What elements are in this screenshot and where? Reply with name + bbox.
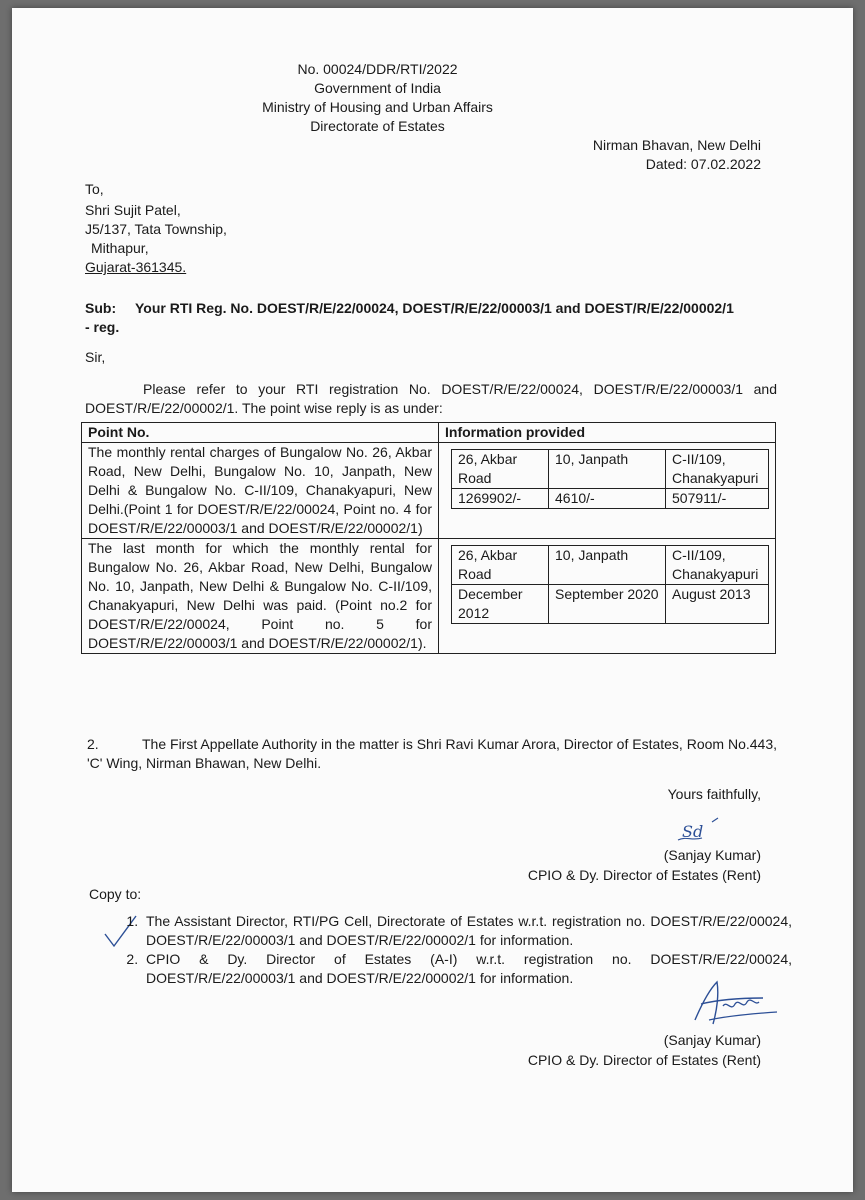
intro-text: Please refer to your RTI registration No. DOEST/R/E/22/00024, DOEST/R/E/22/00003/1 and DOEST/R/E/22/00002/1. The point wise reply is as under: bbox=[85, 381, 777, 416]
closing: Yours faithfully, bbox=[667, 786, 761, 802]
bungalow-header: 10, Janpath bbox=[549, 546, 666, 585]
handwritten-signature bbox=[687, 976, 787, 1032]
para2 bbox=[87, 735, 777, 773]
bungalow-header: C-II/109, Chanakyapuri bbox=[666, 450, 769, 489]
signatory-designation: CPIO & Dy. Director of Estates (Rent) bbox=[527, 867, 761, 883]
point-text: The last month for which the monthly rental for Bungalow No. 26, Akbar Road, New Delhi, Bungalow No. 10, Janpath, New Delhi & Bungalow No. C-II/109, Chanakyapuri, New Delhi was paid. (Point no.2 for DOEST/R/E/22/00024, Point no. 5 for DOEST/R/E/22/00003/1 and DOEST/R/E/22/00002/1). bbox=[82, 539, 439, 654]
para2-number: 2. bbox=[87, 736, 99, 752]
table-header-row bbox=[82, 423, 776, 443]
table-row bbox=[82, 539, 776, 654]
signatory-name: (Sanjay Kumar) bbox=[663, 847, 761, 863]
addressee-line: Gujarat-361345. bbox=[85, 259, 187, 275]
letter-page bbox=[12, 8, 853, 1192]
subject-label: Sub: bbox=[85, 300, 117, 316]
copy-to-item: 2. CPIO & Dy. Director of Estates (A-I) w.r.t. registration no. DOEST/R/E/22/00024, DOEST/R/E/22/00003/1 and DOEST/R/E/22/00002/1 for information. bbox=[142, 950, 792, 988]
ministry-line: Ministry of Housing and Urban Affairs bbox=[262, 99, 493, 115]
subject-continuation: - reg. bbox=[85, 319, 120, 335]
signatory-name: (Sanjay Kumar) bbox=[663, 1032, 761, 1048]
last-paid-month: September 2020 bbox=[549, 585, 666, 624]
information-cell bbox=[439, 443, 776, 539]
addressee-line: Shri Sujit Patel, bbox=[85, 202, 181, 218]
rental-value: 4610/- bbox=[549, 489, 666, 509]
header-point-no: Point No. bbox=[82, 423, 439, 443]
salutation: Sir, bbox=[85, 349, 106, 365]
last-paid-table bbox=[451, 545, 769, 624]
reference-number: No. 00024/DDR/RTI/2022 bbox=[297, 61, 458, 77]
bungalow-header: 10, Janpath bbox=[549, 450, 666, 489]
sd-signature-mark bbox=[662, 812, 742, 848]
bungalow-header: C-II/109, Chanakyapuri bbox=[666, 546, 769, 585]
place-date-block bbox=[593, 136, 761, 174]
government-line: Government of India bbox=[314, 80, 441, 96]
rental-charges-table bbox=[451, 449, 769, 509]
table-row bbox=[82, 443, 776, 539]
last-paid-month: August 2013 bbox=[666, 585, 769, 624]
copy-to-item: 1. The Assistant Director, RTI/PG Cell, Directorate of Estates w.r.t. registration no. DOEST/R/E/22/00024, DOEST/R/E/22/00003/1 and DOEST/R/E/22/00002/1 for information. bbox=[142, 912, 792, 950]
rental-value: 507911/- bbox=[666, 489, 769, 509]
addressee-line: J5/137, Tata Township, bbox=[85, 221, 227, 237]
copy-to-label: Copy to: bbox=[89, 886, 142, 902]
para2-text: The First Appellate Authority in the matter is Shri Ravi Kumar Arora, Director of Estates, Room No.443, 'C' Wing, Nirman Bhawan, New Delhi. bbox=[87, 736, 777, 771]
addressee-to: To, bbox=[85, 181, 104, 197]
addressee-line: Mithapur, bbox=[91, 240, 149, 256]
information-cell bbox=[439, 539, 776, 654]
intro-paragraph bbox=[85, 380, 777, 418]
last-paid-month: December 2012 bbox=[452, 585, 549, 624]
dated: Dated: 07.02.2022 bbox=[645, 156, 761, 172]
header-information: Information provided bbox=[439, 423, 776, 443]
bungalow-header: 26, Akbar Road bbox=[452, 546, 549, 585]
rental-value: 1269902/- bbox=[452, 489, 549, 509]
point-text: The monthly rental charges of Bungalow No. 26, Akbar Road, New Delhi, Bungalow No. 10, Janpath, New Delhi & Bungalow No. C-II/109, Chanakyapuri, New Delhi.(Point 1 for DOEST/R/E/22/00024, Point no. 4 for DOEST/R/E/22/00003/1 and DOEST/R/E/22/00002/1) bbox=[82, 443, 439, 539]
letter-header bbox=[12, 60, 853, 136]
signatory-designation: CPIO & Dy. Director of Estates (Rent) bbox=[527, 1052, 761, 1068]
sd-mark-text: Sd bbox=[682, 822, 704, 841]
directorate-line: Directorate of Estates bbox=[310, 118, 445, 134]
subject-text: Your RTI Reg. No. DOEST/R/E/22/00024, DOEST/R/E/22/00003/1 and DOEST/R/E/22/00002/1 bbox=[135, 300, 734, 316]
reply-table bbox=[81, 422, 776, 654]
place: Nirman Bhavan, New Delhi bbox=[592, 137, 761, 153]
bungalow-header: 26, Akbar Road bbox=[452, 450, 549, 489]
